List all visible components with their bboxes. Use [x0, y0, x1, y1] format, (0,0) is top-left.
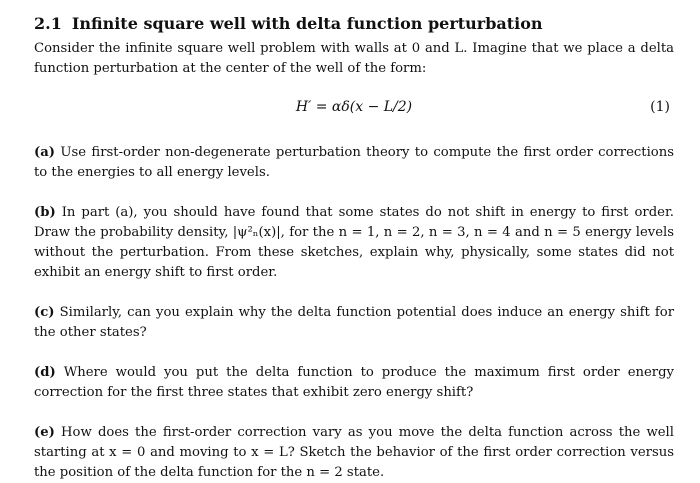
question-text: Similarly, can you explain why the delta function potential does induce an energy shift for the other states? — [34, 305, 674, 340]
question-b — [34, 203, 674, 283]
equation-number: (1) — [650, 99, 670, 115]
question-label: (c) — [34, 305, 55, 320]
equation-expression: H′ = αδ(x − L/2) — [295, 99, 413, 115]
question-a — [34, 143, 674, 183]
equation-block — [34, 97, 674, 125]
intro-paragraph: Consider the infinite square well problem with walls at 0 and L. Imagine that we place a delta function perturbation at the center of the well of the form: — [34, 41, 674, 76]
question-label: (e) — [34, 425, 55, 440]
question-text: Where would you put the delta function to produce the maximum first order energy correction for the first three states that exhibit zero energy shift? — [34, 365, 674, 400]
section-title: Infinite square well with delta function perturbation — [71, 14, 543, 33]
question-label: (d) — [34, 365, 56, 380]
question-label: (b) — [34, 205, 56, 220]
question-c — [34, 303, 674, 343]
question-text: Use first-order non-degenerate perturbation theory to compute the first order corrections to the energies to all energy levels. — [34, 145, 674, 180]
question-text: How does the first-order correction vary as you move the delta function across the well starting at x = 0 and moving to x = L? Sketch the behavior of the first order correction versus the position of the delta function for the n = 2 state. — [34, 425, 674, 480]
question-label: (a) — [34, 145, 56, 160]
section-heading — [34, 14, 674, 33]
section-number: 2.1 — [34, 14, 62, 33]
question-text: In part (a), you should have found that some states do not shift in energy to first order. Draw the probability density, |ψ²ₙ(x)|, for the n = 1, n = 2, n = 3, n = 4 and n = 5 energy levels without the perturbation. From these sketches, explain why, physically, some states did not exhibit an energy shift to first order. — [34, 205, 674, 280]
question-d — [34, 363, 674, 403]
question-e — [34, 423, 674, 483]
